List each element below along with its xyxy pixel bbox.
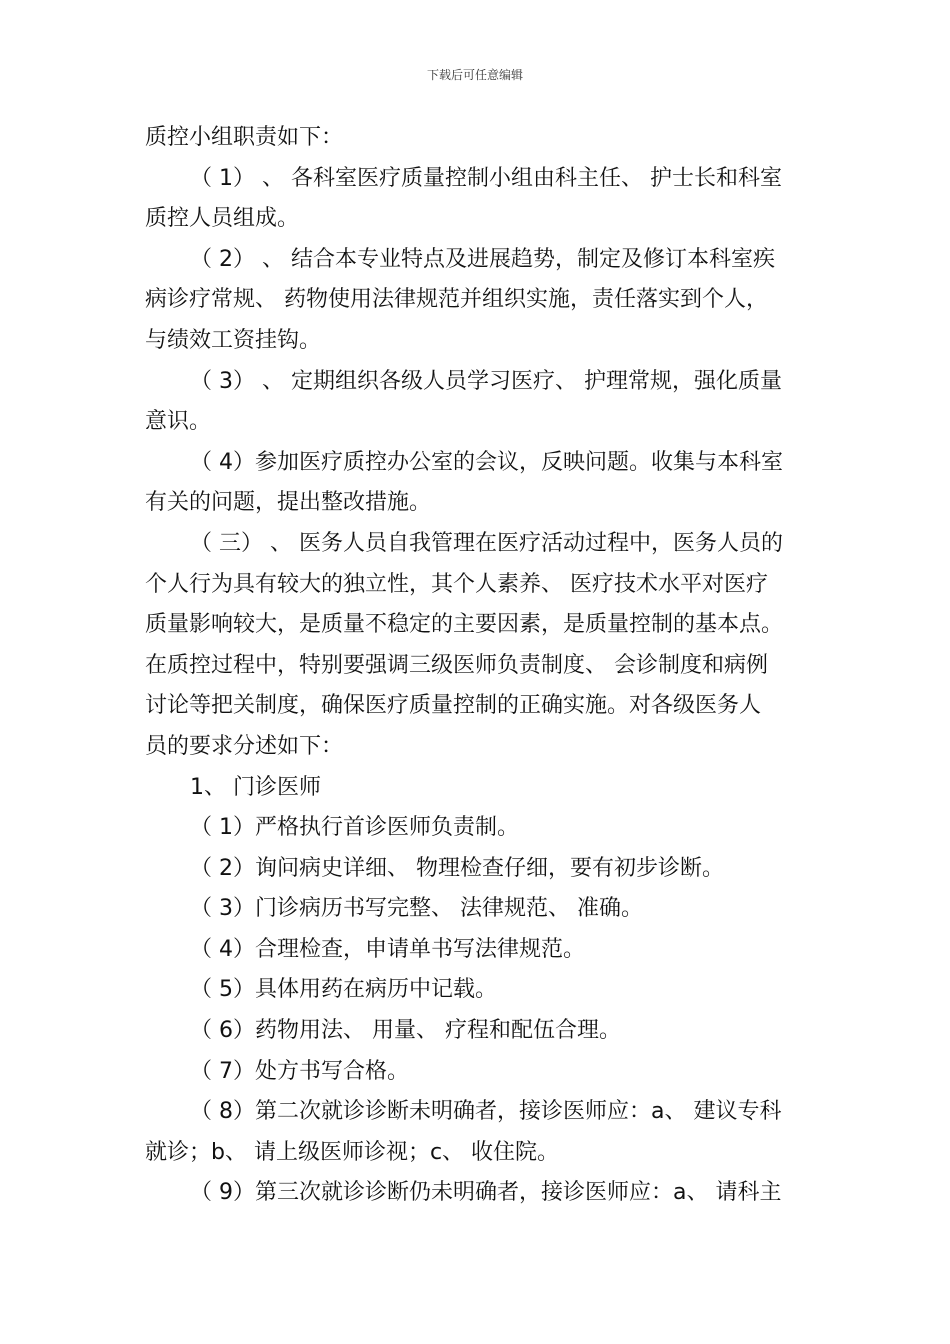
text-line: （ 5）具体用药在病历中记载。 [190, 977, 497, 1003]
document-body [145, 118, 815, 1214]
text-line: （ 3） 、 定期组织各级人员学习医疗、 护理常规，强化质量 [190, 368, 782, 394]
text-line: 有关的问题，提出整改措施。 [145, 490, 432, 516]
text-line: 质量影响较大，是质量不稳定的主要因素，是质量控制的基本点。 [145, 612, 784, 638]
text-line: （ 2） 、 结合本专业特点及进展趋势，制定及修订本科室疾 [190, 246, 775, 272]
text-line: 意识。 [145, 409, 212, 435]
text-line: 就诊；b、 请上级医师诊视；c、 收住院。 [145, 1139, 560, 1165]
text-line: 讨论等把关制度，确保医疗质量控制的正确实施。对各级医务人 [145, 693, 762, 719]
text-line: （ 9）第三次就诊诊断仍未明确者，接诊医师应：a、 请科主 [190, 1180, 782, 1206]
text-line: （ 3）门诊病历书写完整、 法律规范、 准确。 [190, 896, 643, 922]
text-line: （ 1） 、 各科室医疗质量控制小组由科主任、 护士长和科室 [190, 165, 782, 191]
text-line: 与绩效工资挂钩。 [145, 327, 322, 353]
text-line: （ 2）询问病史详细、 物理检查仔细，要有初步诊断。 [190, 855, 724, 881]
text-line: 质控人员组成。 [145, 206, 300, 232]
text-line: 在质控过程中，特别要强调三级医师负责制度、 会诊制度和病例 [145, 652, 768, 678]
text-line: 质控小组职责如下： [145, 125, 344, 150]
text-line: （ 1）严格执行首诊医师负责制。 [190, 815, 519, 841]
text-line: 员的要求分述如下： [145, 733, 344, 759]
page-header: 下载后可任意编辑 [426, 68, 523, 82]
text-line: （ 8）第二次就诊诊断未明确者，接诊医师应：a、 建议专科 [190, 1099, 782, 1125]
text-line: （ 6）药物用法、 用量、 疗程和配伍合理。 [190, 1018, 621, 1044]
text-line: （ 三） 、 医务人员自我管理在医疗活动过程中，医务人员的 [190, 530, 783, 556]
text-line: （ 4）参加医疗质控办公室的会议，反映问题。收集与本科室 [190, 449, 783, 475]
text-line: 个人行为具有较大的独立性，其个人素养、 医疗技术水平对医疗 [145, 571, 768, 597]
text-line: 1、 门诊医师 [190, 774, 321, 800]
text-line: （ 4）合理检查，申请单书写法律规范。 [190, 936, 585, 962]
text-line: （ 7）处方书写合格。 [190, 1058, 409, 1084]
text-line: 病诊疗常规、 药物使用法律规范并组织实施，责任落实到个人， [145, 287, 768, 313]
